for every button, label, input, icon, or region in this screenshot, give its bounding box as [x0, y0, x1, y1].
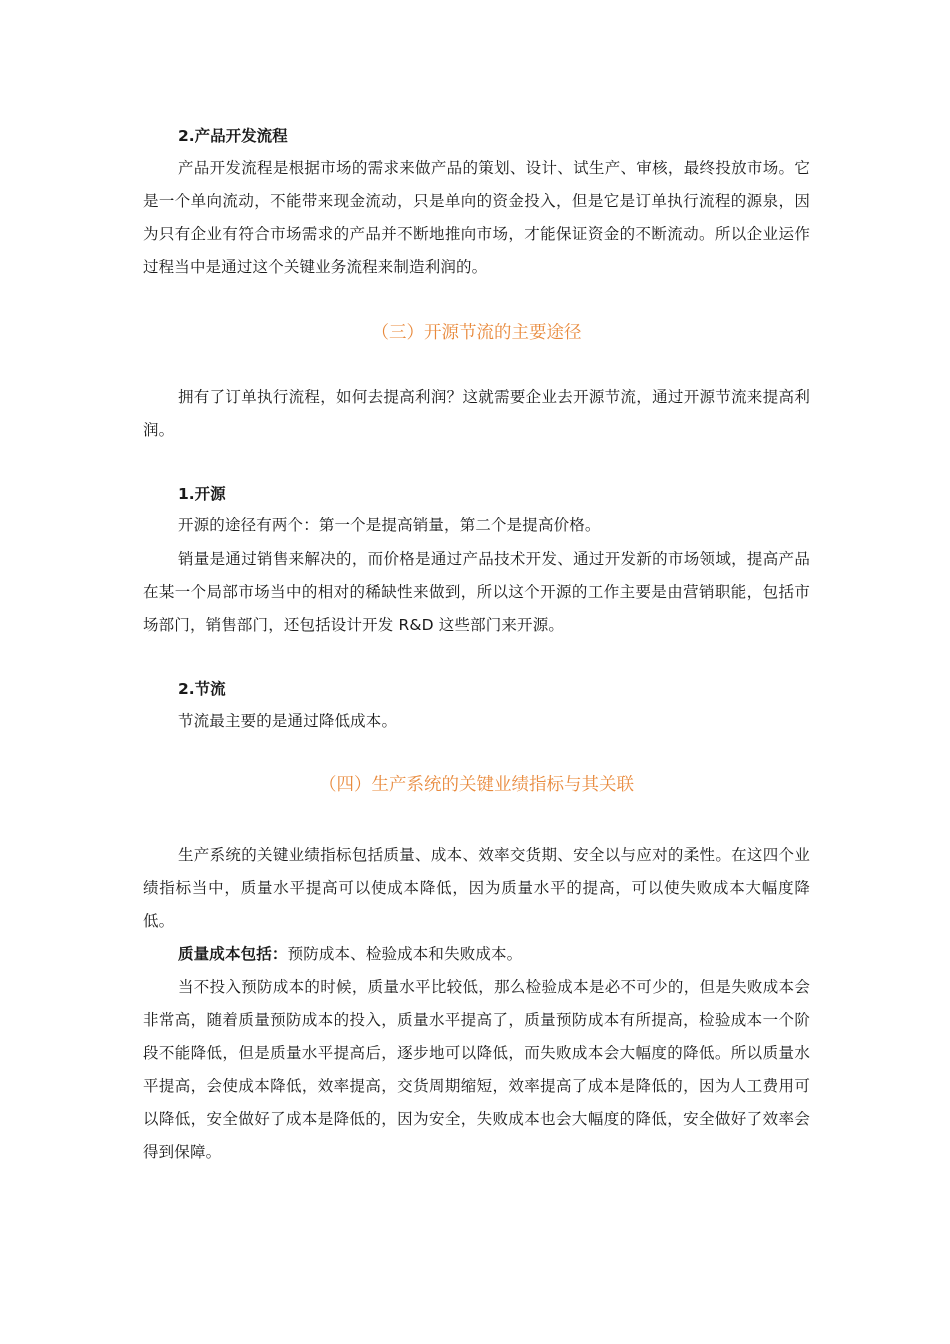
heading-reduce-cost: 2.节流	[178, 680, 226, 698]
paragraph-open-source-ways: 开源的途径有两个：第一个是提高销量，第二个是提高价格。	[178, 516, 601, 534]
paragraph-quality-detail: 当不投入预防成本的时候，质量水平比较低，那么检验成本是必不可少的，但是失败成本会非常高，随着质量预防成本的投入，质量水平提高了，质量预防成本有所提高，检验成本一个阶段不能降低，但是质量水平提高后，逐步地可以降低，而失败成本会大幅度的降低。所以质量水平提高，会使成本降低，效率提高，交货周期缩短，效率提高了成本是降低的，因为人工费用可以降低，安全做好了成本是降低的，因为安全，失败成本也会大幅度的降低，安全做好了效率会得到保障。	[143, 978, 810, 1161]
section-title-open-source-reduce-cost: （三）开源节流的主要途径	[371, 323, 582, 343]
paragraph-section3-intro: 拥有了订单执行流程，如何去提高利润？这就需要企业去开源节流，通过开源节流来提高利润。	[143, 388, 810, 439]
paragraph-reduce-cost: 节流最主要的是通过降低成本。	[178, 712, 398, 730]
section-title-kpi: （四）生产系统的关键业绩指标与其关联	[319, 775, 634, 795]
quality-cost-text: 预防成本、检验成本和失败成本。	[287, 945, 523, 963]
paragraph-product-development: 产品开发流程是根据市场的需求来做产品的策划、设计、试生产、审核，最终投放市场。它是一个单向流动，不能带来现金流动，只是单向的资金投入，但是它是订单执行流程的源泉，因为只有企业有符合市场需求的产品并不断地推向市场，才能保证资金的不断流动。所以企业运作过程当中是通过这个关键业务流程来制造利润的。	[143, 159, 810, 276]
quality-cost-label: 质量成本包括：	[178, 945, 288, 963]
heading-open-source: 1.开源	[178, 485, 226, 503]
heading-product-development: 2.产品开发流程	[178, 127, 288, 145]
paragraph-quality-cost	[143, 938, 810, 971]
paragraph-kpi-intro: 生产系统的关键业绩指标包括质量、成本、效率交货期、安全以与应对的柔性。在这四个业绩指标当中，质量水平提高可以使成本降低，因为质量水平的提高，可以使失败成本大幅度降低。	[143, 846, 810, 930]
paragraph-open-source-detail: 销量是通过销售来解决的，而价格是通过产品技术开发、通过开发新的市场领域，提高产品在某一个局部市场当中的相对的稀缺性来做到，所以这个开源的工作主要是由营销职能，包括市场部门，销售部门，还包括设计开发 R&D 这些部门来开源。	[143, 550, 810, 634]
